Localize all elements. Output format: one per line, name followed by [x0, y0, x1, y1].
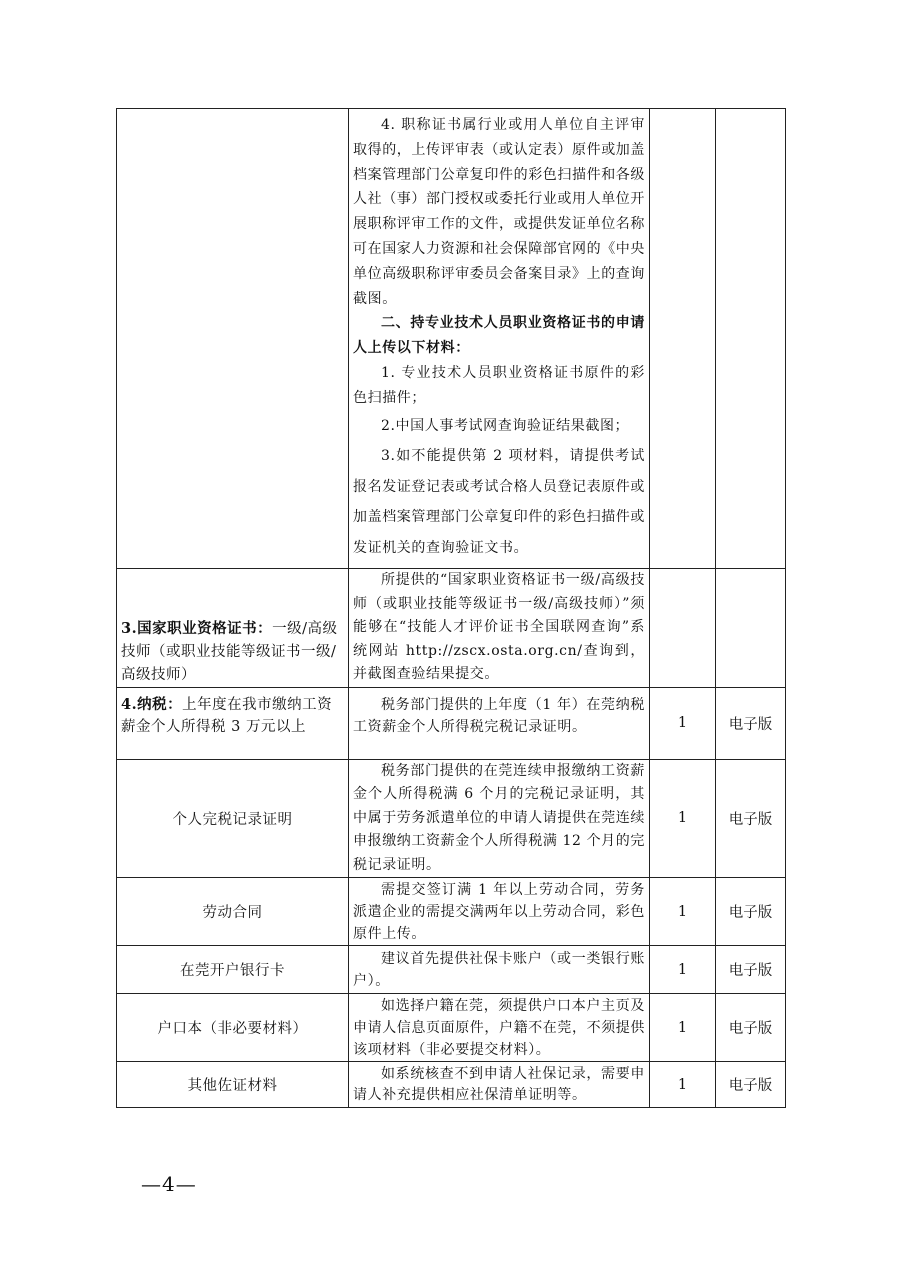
desc-paragraph: 2.中国人事考试网查询验证结果截图；	[381, 417, 630, 434]
copies-count: 1	[650, 994, 716, 1062]
material-description: 如选择户籍在莞，须提供户口本户主页及申请人信息页面原件，户籍不在莞，不须提供该项材料（非必要提交材料）。	[349, 994, 650, 1062]
material-name-cell	[117, 687, 349, 759]
material-description: 需提交签订满 1 年以上劳动合同，劳务派遣企业的需提交满两年以上劳动合同，彩色原件上传。	[349, 878, 650, 946]
copies-cell	[650, 109, 716, 569]
table-row	[117, 109, 786, 569]
material-name-bold: 4.纳税：	[121, 695, 183, 713]
material-name: 上年度在我市缴纳工资薪金个人所得税 3 万元以上	[121, 696, 333, 735]
copies-count: 1	[650, 687, 716, 759]
material-description: 所提供的“国家职业资格证书一级/高级技师（或职业技能等级证书一级/高级技师）”须能够在“技能人才评价证书全国联网查询”系统网站 http://zscx.osta.org.cn/查询到，并截图查验结果提交。	[349, 569, 650, 688]
format-label: 电子版	[716, 994, 786, 1062]
copies-count: 1	[650, 878, 716, 946]
material-description	[349, 109, 650, 569]
desc-paragraph: 1. 专业技术人员职业资格证书原件的彩色扫描件；	[353, 364, 645, 406]
format-cell	[716, 569, 786, 688]
material-description: 税务部门提供的上年度（1 年）在莞纳税工资薪金个人所得税完税记录证明。	[349, 687, 650, 759]
material-name-bold: 3.国家职业资格证书：	[121, 619, 273, 637]
table-row	[117, 1062, 786, 1108]
table-row	[117, 946, 786, 994]
format-label: 电子版	[716, 946, 786, 994]
material-description: 如系统核查不到申请人社保记录，需要申请人补充提供相应社保清单证明等。	[349, 1062, 650, 1108]
material-name: 户口本（非必要材料）	[117, 994, 349, 1062]
copies-count: 1	[650, 759, 716, 878]
material-name: 一级/高级技师（或职业技能等级证书一级/高级技师）	[121, 620, 338, 683]
table-row	[117, 569, 786, 688]
desc-heading: 二、持专业技术人员职业资格证书的申请人上传以下材料：	[353, 315, 645, 357]
format-label: 电子版	[716, 687, 786, 759]
desc-paragraph: 3.如不能提供第 2 项材料，请提供考试报名发证登记表或考试合格人员登记表原件或加盖档案管理部门公章复印件的彩色扫描件或发证机关的查询验证文书。	[353, 448, 645, 556]
table-row	[117, 994, 786, 1062]
material-description: 建议首先提供社保卡账户（或一类银行账户）。	[349, 946, 650, 994]
table-row	[117, 759, 786, 878]
copies-cell	[650, 569, 716, 688]
copies-count: 1	[650, 1062, 716, 1108]
material-name-cell	[117, 569, 349, 688]
format-cell	[716, 109, 786, 569]
copies-count: 1	[650, 946, 716, 994]
material-description: 税务部门提供的在莞连续申报缴纳工资薪金个人所得税满 6 个月的完税记录证明，其中属于劳务派遣单位的申请人请提供在莞连续申报缴纳工资薪金个人所得税满 12 个月的完税记录证明。	[349, 759, 650, 878]
material-name: 在莞开户银行卡	[117, 946, 349, 994]
page-number: —4—	[141, 1172, 197, 1196]
material-name-cell	[117, 109, 349, 569]
table-row	[117, 878, 786, 946]
table-row	[117, 687, 786, 759]
format-label: 电子版	[716, 759, 786, 878]
format-label: 电子版	[716, 1062, 786, 1108]
format-label: 电子版	[716, 878, 786, 946]
material-name: 其他佐证材料	[117, 1062, 349, 1108]
material-name: 个人完税记录证明	[117, 759, 349, 878]
material-name: 劳动合同	[117, 878, 349, 946]
materials-table	[116, 108, 786, 569]
desc-paragraph: 4. 职称证书属行业或用人单位自主评审取得的，上传评审表（或认定表）原件或加盖档案管理部门公章复印件的彩色扫描件和各级人社（事）部门授权或委托行业或用人单位开展职称评审工作的文件，或提供发证单位名称可在国家人力资源和社会保障部官网的《中央单位高级职称评审委员会备案目录》上的查询截图。	[353, 117, 645, 307]
materials-table-lower	[116, 568, 786, 1108]
